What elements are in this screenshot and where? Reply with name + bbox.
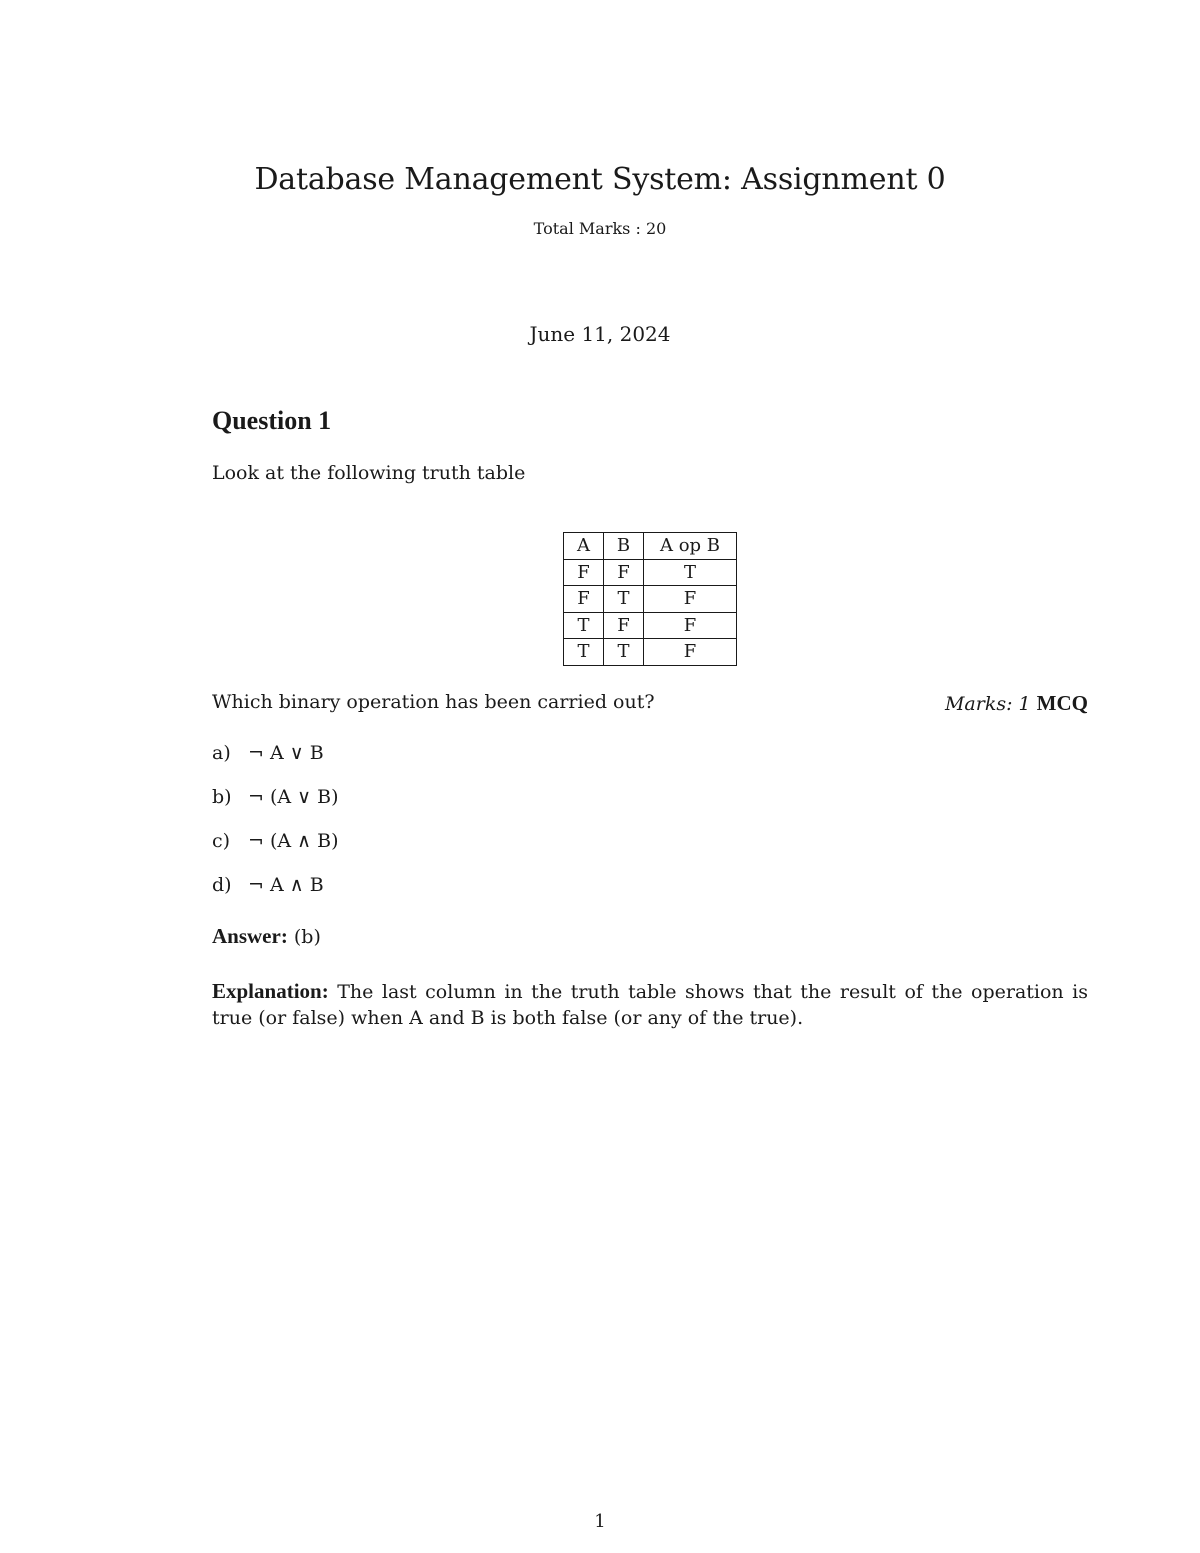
table-cell: T	[644, 559, 737, 586]
table-row	[564, 586, 737, 613]
table-cell: T	[604, 586, 644, 613]
answer-label: Answer:	[212, 924, 288, 948]
option-text: ¬ A ∧ B	[248, 874, 324, 896]
option-text: ¬ A ∨ B	[248, 742, 324, 764]
explanation	[212, 978, 1088, 1031]
table-cell: T	[564, 639, 604, 666]
table-header-cell: A	[564, 533, 604, 560]
table-cell: F	[644, 612, 737, 639]
table-row	[564, 612, 737, 639]
table-row	[564, 559, 737, 586]
table-row	[564, 639, 737, 666]
marks-info	[945, 691, 1088, 716]
answer-line	[212, 924, 321, 949]
answer-value: (b)	[293, 926, 321, 948]
option-text: ¬ (A ∧ B)	[248, 830, 339, 852]
table-cell: T	[564, 612, 604, 639]
explanation-text: The last column in the truth table shows that the result of the operation is true (or false) when A and B is both false (or any of the true).	[212, 981, 1089, 1029]
question-prompt: Which binary operation has been carried out?	[212, 691, 655, 713]
option-label: d)	[212, 874, 232, 896]
question-prompt-row	[212, 691, 1088, 713]
question-intro: Look at the following truth table	[212, 462, 526, 484]
table-cell: F	[564, 559, 604, 586]
option-text: ¬ (A ∨ B)	[248, 786, 339, 808]
document-title: Database Management System: Assignment 0	[254, 162, 946, 197]
option-label: b)	[212, 786, 232, 808]
option-b	[212, 786, 339, 808]
option-label: c)	[212, 830, 231, 852]
page-number: 1	[594, 1511, 606, 1532]
table-cell: F	[604, 612, 644, 639]
option-c	[212, 830, 339, 852]
question-heading: Question 1	[212, 406, 332, 435]
option-d	[212, 874, 324, 896]
explanation-label: Explanation:	[212, 979, 329, 1003]
table-header-row	[564, 533, 737, 560]
option-a	[212, 742, 324, 764]
table-cell: T	[604, 639, 644, 666]
table-cell: F	[604, 559, 644, 586]
table-header-cell: B	[604, 533, 644, 560]
document-date: June 11, 2024	[529, 322, 671, 346]
table-cell: F	[644, 586, 737, 613]
option-label: a)	[212, 742, 231, 764]
table-cell: F	[644, 639, 737, 666]
total-marks: Total Marks : 20	[533, 219, 667, 238]
table-header-cell: A op B	[644, 533, 737, 560]
table-cell: F	[564, 586, 604, 613]
truth-table	[563, 532, 737, 666]
marks-label: Marks: 1	[944, 693, 1031, 715]
marks-type: MCQ	[1036, 691, 1088, 715]
